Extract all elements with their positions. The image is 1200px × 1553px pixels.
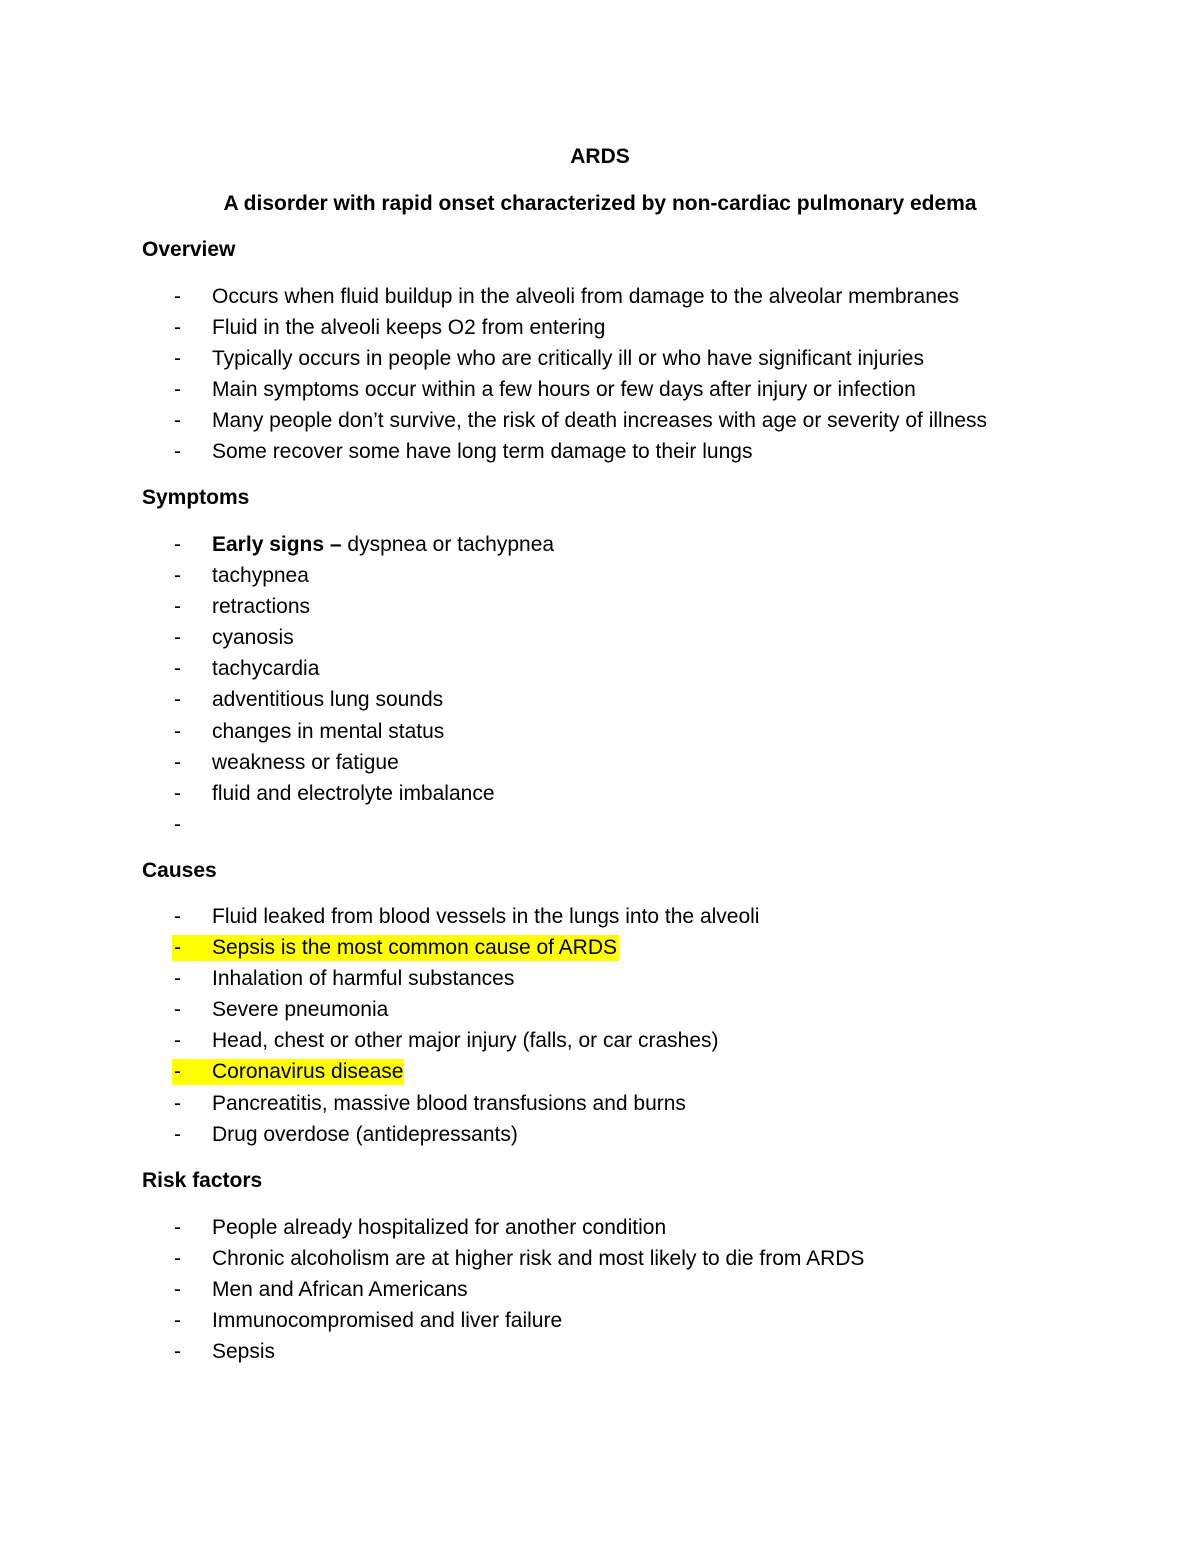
- bullet-dash: -: [174, 998, 181, 1022]
- early-signs-label: Early signs –: [212, 533, 342, 556]
- bullet-dash: -: [174, 1060, 181, 1084]
- list-item-text: [212, 529, 554, 560]
- list-item-text: Head, chest or other major injury (falls, or car crashes): [212, 1029, 719, 1053]
- bullet-dash: -: [174, 1309, 181, 1333]
- list-item-text: Main symptoms occur within a few hours or few days after injury or infection: [212, 378, 916, 402]
- bullet-dash: -: [174, 750, 181, 774]
- list-item-text: Sepsis: [212, 1340, 276, 1364]
- bullet-dash: -: [174, 1029, 181, 1053]
- bullet-dash: -: [174, 1278, 181, 1302]
- risk-factors-heading: Risk factors: [142, 1169, 263, 1192]
- causes-heading: Causes: [142, 859, 217, 882]
- bullet-dash: -: [174, 1340, 181, 1364]
- list-item-text: Occurs when fluid buildup in the alveoli from damage to the alveolar membranes: [212, 285, 960, 308]
- list-item-text: fluid and electrolyte imbalance: [212, 781, 495, 805]
- bullet-dash: -: [174, 1247, 181, 1271]
- list-item-text: Immunocompromised and liver failure: [212, 1309, 563, 1333]
- bullet-dash: -: [174, 812, 181, 836]
- list-item-text: changes in mental status: [212, 719, 445, 743]
- bullet-dash: -: [174, 905, 181, 928]
- bullet-dash: -: [174, 936, 181, 960]
- bullet-dash: -: [174, 781, 181, 805]
- bullet-dash: -: [174, 1122, 181, 1146]
- bullet-dash: -: [174, 595, 181, 619]
- early-signs-text: dyspnea or tachypnea: [341, 533, 555, 556]
- overview-heading: Overview: [142, 238, 236, 261]
- list-item-text: Severe pneumonia: [212, 998, 389, 1022]
- bullet-dash: -: [174, 657, 181, 681]
- bullet-dash: -: [174, 285, 181, 308]
- list-item-text: People already hospitalized for another condition: [212, 1216, 667, 1239]
- bullet-dash: -: [174, 626, 181, 650]
- document-title: ARDS: [570, 145, 630, 168]
- bullet-dash: -: [174, 440, 181, 464]
- list-item-text: Typically occurs in people who are critically ill or who have significant injuries: [212, 347, 924, 371]
- bullet-dash: -: [174, 967, 181, 991]
- bullet-dash: -: [174, 1091, 181, 1115]
- list-item-text: Sepsis is the most common cause of ARDS: [212, 936, 617, 960]
- bullet-dash: -: [174, 316, 181, 340]
- list-item-text: cyanosis: [212, 626, 294, 650]
- list-item-text: Some recover some have long term damage to their lungs: [212, 440, 753, 464]
- list-item-text: weakness or fatigue: [212, 750, 399, 774]
- list-item-text: Chronic alcoholism are at higher risk and most likely to die from ARDS: [212, 1247, 865, 1271]
- symptoms-heading: Symptoms: [142, 486, 250, 509]
- list-item-text: Many people don’t survive, the risk of death increases with age or severity of illness: [212, 409, 988, 433]
- bullet-dash: -: [174, 378, 181, 402]
- bullet-dash: -: [174, 409, 181, 433]
- list-item-text: Pancreatitis, massive blood transfusions and burns: [212, 1091, 686, 1115]
- list-item-text: tachycardia: [212, 657, 320, 681]
- list-item-text: Men and African Americans: [212, 1278, 468, 1302]
- list-item-text: tachypnea: [212, 564, 309, 588]
- list-item-text: Inhalation of harmful substances: [212, 967, 515, 991]
- bullet-dash: -: [174, 719, 181, 743]
- list-item-text: Fluid in the alveoli keeps O2 from entering: [212, 316, 606, 340]
- bullet-dash: -: [174, 347, 181, 371]
- list-item-text: adventitious lung sounds: [212, 688, 444, 712]
- bullet-dash: -: [174, 564, 181, 588]
- list-item-text: Fluid leaked from blood vessels in the lungs into the alveoli: [212, 905, 760, 928]
- list-item-text: Drug overdose (antidepressants): [212, 1122, 518, 1146]
- list-item-text: retractions: [212, 595, 311, 619]
- bullet-dash: -: [174, 688, 181, 712]
- bullet-dash: -: [174, 1216, 181, 1239]
- list-item-text: Coronavirus disease: [212, 1060, 404, 1084]
- document-subtitle: A disorder with rapid onset characterized by non-cardiac pulmonary edema: [223, 192, 977, 215]
- bullet-dash: -: [174, 533, 181, 556]
